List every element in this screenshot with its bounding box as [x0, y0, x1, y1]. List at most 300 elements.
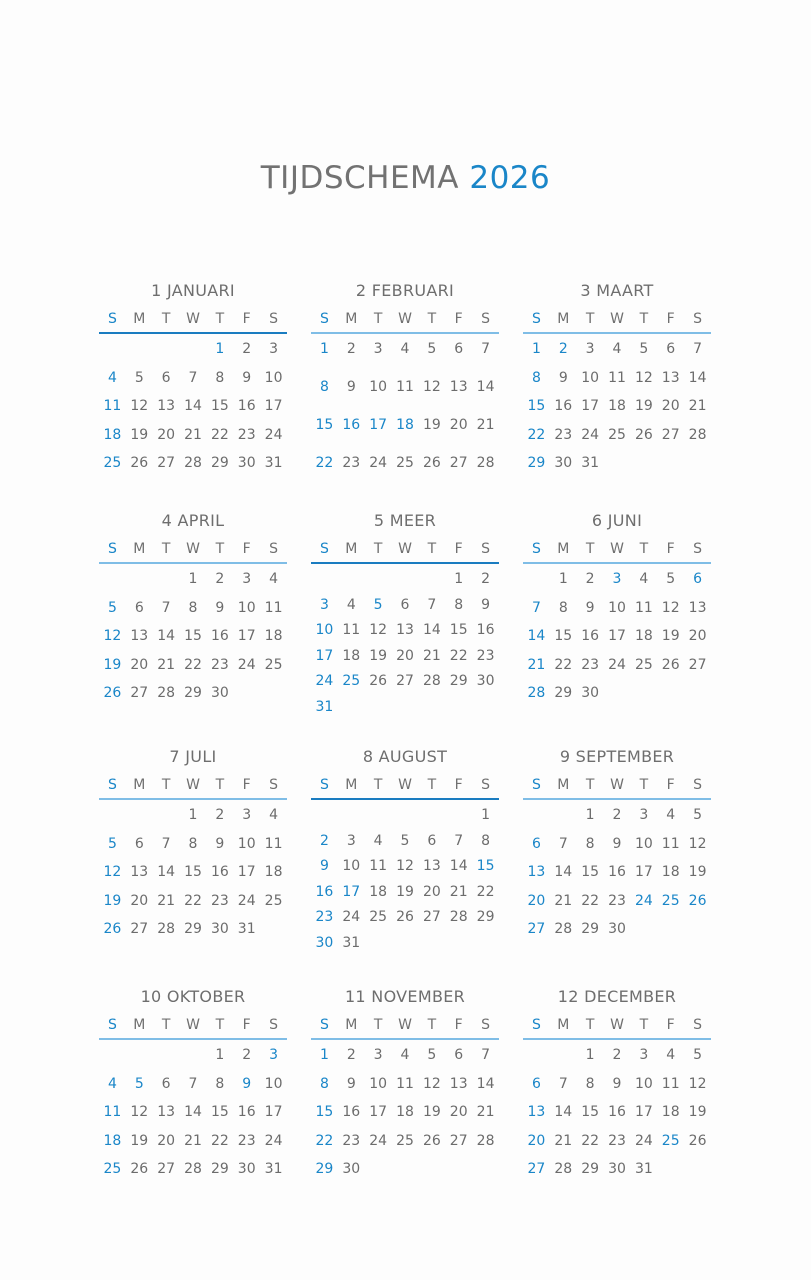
- day-cell: 2: [612, 1047, 622, 1063]
- day-cell: 6: [134, 599, 144, 616]
- weekday-label: S: [531, 777, 541, 793]
- weekday-header: [523, 1015, 711, 1035]
- week-row: [99, 599, 287, 617]
- day-cell: 8: [319, 1075, 329, 1092]
- empty-cell: [418, 934, 445, 952]
- day-cell: 17: [369, 1104, 388, 1120]
- day-cell: 29: [449, 673, 468, 690]
- day-cell: 10: [634, 1075, 653, 1092]
- week-row: [523, 599, 711, 617]
- weekday-label: F: [242, 311, 251, 327]
- month-block: [99, 986, 287, 1178]
- weekday-label: S: [693, 541, 703, 557]
- day-cell: 1: [319, 341, 329, 357]
- day-cell: 23: [342, 455, 361, 471]
- day-cell: 25: [608, 426, 626, 443]
- day-cell: 2: [558, 341, 568, 357]
- day-cell: 8: [215, 369, 225, 386]
- day-cell: 19: [369, 647, 388, 664]
- days-grid: [311, 340, 499, 472]
- day-cell: 23: [210, 656, 229, 673]
- day-cell: 3: [269, 1047, 279, 1063]
- day-cell: 18: [661, 864, 680, 880]
- day-cell: 3: [585, 341, 595, 357]
- day-cell: 21: [157, 656, 176, 673]
- weekday-label: W: [610, 777, 624, 793]
- day-cell: 24: [237, 656, 256, 673]
- day-cell: 30: [476, 673, 495, 690]
- weekday-label: T: [639, 541, 649, 557]
- day-cell: 20: [157, 426, 176, 443]
- day-cell: 20: [449, 1104, 468, 1120]
- weekday-label: S: [481, 777, 491, 793]
- week-row: [523, 1132, 711, 1150]
- day-cell: 9: [558, 369, 568, 386]
- day-cell: 25: [396, 1132, 414, 1149]
- day-cell: 17: [315, 647, 334, 664]
- day-cell: 3: [242, 807, 252, 823]
- day-cell: 7: [481, 341, 491, 357]
- empty-cell: [604, 454, 631, 472]
- week-row: [99, 340, 287, 358]
- day-cell: 4: [666, 807, 676, 823]
- weekday-label: S: [107, 1017, 117, 1033]
- day-cell: 16: [237, 398, 256, 414]
- day-cell: 13: [527, 1104, 546, 1120]
- day-cell: 10: [237, 835, 256, 852]
- empty-cell: [153, 1046, 180, 1064]
- day-cell: 5: [107, 599, 117, 616]
- day-cell: 29: [315, 1161, 334, 1177]
- day-cell: 11: [396, 379, 414, 395]
- weekday-label: T: [427, 541, 437, 557]
- day-cell: 28: [157, 685, 176, 701]
- day-cell: 21: [688, 398, 707, 414]
- header-divider: [311, 798, 499, 800]
- day-cell: 10: [237, 599, 256, 616]
- day-cell: 2: [215, 571, 225, 587]
- day-cell: 29: [527, 455, 546, 471]
- day-cell: 31: [264, 1161, 283, 1177]
- day-cell: 28: [476, 1132, 495, 1149]
- day-cell: 25: [369, 909, 388, 926]
- day-cell: 8: [481, 832, 491, 849]
- weekday-label: T: [585, 541, 595, 557]
- day-cell: 24: [369, 1132, 388, 1149]
- day-cell: 3: [373, 1047, 383, 1063]
- day-cell: 7: [693, 341, 703, 357]
- day-cell: 20: [527, 1132, 546, 1149]
- day-cell: 9: [215, 835, 225, 852]
- week-row: [99, 1160, 287, 1178]
- day-cell: 27: [527, 1161, 546, 1177]
- day-cell: 25: [264, 892, 283, 909]
- day-cell: 25: [264, 656, 283, 673]
- day-cell: 20: [130, 656, 149, 673]
- header-divider: [311, 562, 499, 564]
- week-row: [99, 397, 287, 415]
- week-row: [99, 454, 287, 472]
- week-row: [523, 369, 711, 387]
- day-cell: 25: [342, 673, 361, 690]
- day-cell: 28: [157, 921, 176, 937]
- days-grid: [99, 570, 287, 702]
- day-cell: 16: [581, 628, 600, 644]
- day-cell: 8: [585, 835, 595, 852]
- weekday-label: F: [666, 1017, 675, 1033]
- day-cell: 17: [342, 883, 361, 900]
- day-cell: 17: [634, 864, 653, 880]
- weekday-header: [311, 539, 499, 559]
- day-cell: 21: [184, 1132, 202, 1149]
- days-grid: [523, 570, 711, 702]
- weekday-label: M: [557, 1017, 570, 1033]
- day-cell: 1: [188, 807, 198, 823]
- day-cell: 28: [688, 426, 707, 443]
- weekday-label: S: [269, 777, 279, 793]
- week-row: [523, 1075, 711, 1093]
- day-cell: 4: [639, 571, 649, 587]
- empty-cell: [126, 1046, 153, 1064]
- month-block: [311, 510, 499, 716]
- day-cell: 18: [396, 1104, 414, 1120]
- weekday-label: W: [186, 1017, 200, 1033]
- weekday-label: T: [639, 1017, 649, 1033]
- empty-cell: [365, 570, 392, 588]
- day-cell: 2: [242, 341, 252, 357]
- day-cell: 1: [188, 571, 198, 587]
- day-cell: 2: [319, 832, 329, 849]
- weekday-label: M: [557, 541, 570, 557]
- day-cell: 9: [612, 835, 622, 852]
- weekday-header: [311, 1015, 499, 1035]
- day-cell: 2: [612, 807, 622, 823]
- day-cell: 20: [422, 883, 441, 900]
- day-cell: 6: [666, 341, 676, 357]
- empty-cell: [99, 1046, 126, 1064]
- day-cell: 18: [103, 426, 122, 443]
- day-cell: 24: [264, 1132, 283, 1149]
- month-title: 6 JUNI: [591, 511, 643, 530]
- empty-cell: [392, 1160, 419, 1178]
- day-cell: 31: [581, 455, 600, 471]
- day-cell: 8: [454, 596, 464, 613]
- week-row: [311, 596, 499, 614]
- weekday-label: W: [610, 311, 624, 327]
- week-row: [523, 835, 711, 853]
- weekday-label: S: [319, 777, 329, 793]
- days-grid: [99, 340, 287, 472]
- day-cell: 19: [130, 1132, 149, 1149]
- weekday-label: T: [161, 1017, 171, 1033]
- day-cell: 24: [634, 1132, 653, 1149]
- day-cell: 14: [184, 1104, 202, 1120]
- day-cell: 2: [346, 341, 356, 357]
- day-cell: 16: [210, 864, 229, 880]
- day-cell: 20: [157, 1132, 176, 1149]
- week-row: [523, 397, 711, 415]
- empty-cell: [99, 806, 126, 824]
- day-cell: 28: [554, 921, 573, 937]
- empty-cell: [684, 920, 711, 938]
- day-cell: 23: [608, 892, 626, 909]
- day-cell: 26: [103, 921, 122, 937]
- day-cell: 11: [396, 1075, 414, 1092]
- day-cell: 19: [688, 864, 707, 880]
- weekday-label: W: [398, 541, 412, 557]
- title-year: 2026: [469, 160, 551, 196]
- empty-cell: [445, 698, 472, 716]
- weekday-label: F: [242, 541, 251, 557]
- day-cell: 22: [527, 426, 546, 443]
- weekday-label: M: [133, 311, 146, 327]
- week-row: [99, 656, 287, 674]
- day-cell: 24: [342, 909, 361, 926]
- day-cell: 1: [558, 571, 568, 587]
- day-cell: 7: [558, 835, 568, 852]
- weekday-label: T: [215, 1017, 225, 1033]
- month-title: 3 MAART: [580, 281, 654, 300]
- empty-cell: [657, 1160, 684, 1178]
- day-cell: 27: [157, 455, 176, 471]
- day-cell: 11: [103, 398, 122, 414]
- day-cell: 12: [422, 1075, 441, 1092]
- empty-cell: [550, 806, 577, 824]
- day-cell: 11: [103, 1104, 122, 1120]
- weekday-label: S: [107, 541, 117, 557]
- day-cell: 18: [661, 1104, 680, 1120]
- day-cell: 23: [342, 1132, 361, 1149]
- day-cell: 16: [554, 398, 573, 414]
- day-cell: 5: [639, 341, 649, 357]
- empty-cell: [684, 454, 711, 472]
- empty-cell: [338, 806, 365, 824]
- day-cell: 14: [688, 369, 707, 386]
- day-cell: 7: [188, 1075, 198, 1092]
- day-cell: 26: [396, 909, 414, 926]
- day-cell: 7: [161, 599, 171, 616]
- weekday-label: S: [269, 541, 279, 557]
- weekday-label: F: [242, 777, 251, 793]
- day-cell: 23: [581, 656, 600, 673]
- day-cell: 9: [346, 379, 356, 395]
- day-cell: 10: [342, 858, 361, 875]
- weekday-label: T: [373, 1017, 383, 1033]
- month-title: 12 DECEMBER: [557, 987, 677, 1006]
- header-divider: [311, 1038, 499, 1040]
- days-grid: [523, 340, 711, 472]
- day-cell: 8: [215, 1075, 225, 1092]
- day-cell: 26: [634, 426, 653, 443]
- week-row: [523, 454, 711, 472]
- month-block: [311, 746, 499, 952]
- weekday-label: T: [373, 311, 383, 327]
- empty-cell: [684, 684, 711, 702]
- empty-cell: [392, 934, 419, 952]
- weekday-label: F: [454, 311, 463, 327]
- day-cell: 15: [449, 622, 468, 639]
- week-row: [523, 806, 711, 824]
- day-cell: 22: [315, 455, 334, 471]
- day-cell: 31: [264, 455, 283, 471]
- day-cell: 27: [396, 673, 414, 690]
- day-cell: 15: [581, 1104, 600, 1120]
- day-cell: 22: [449, 647, 468, 664]
- day-cell: 21: [184, 426, 202, 443]
- day-cell: 15: [210, 1104, 229, 1120]
- page-title: [0, 160, 811, 196]
- day-cell: 16: [237, 1104, 256, 1120]
- week-row: [311, 934, 499, 952]
- day-cell: 7: [161, 835, 171, 852]
- day-cell: 15: [184, 864, 202, 880]
- empty-cell: [99, 340, 126, 358]
- weekday-label: S: [481, 1017, 491, 1033]
- day-cell: 24: [369, 455, 388, 471]
- week-row: [311, 883, 499, 901]
- header-divider: [523, 332, 711, 334]
- day-cell: 28: [554, 1161, 573, 1177]
- day-cell: 16: [342, 417, 361, 433]
- header-divider: [523, 1038, 711, 1040]
- empty-cell: [418, 570, 445, 588]
- week-row: [99, 426, 287, 444]
- day-cell: 19: [130, 426, 149, 443]
- day-cell: 11: [342, 622, 361, 639]
- weekday-label: T: [373, 777, 383, 793]
- header-divider: [99, 332, 287, 334]
- day-cell: 3: [639, 1047, 649, 1063]
- day-cell: 17: [264, 1104, 283, 1120]
- week-row: [311, 857, 499, 875]
- days-grid: [311, 1046, 499, 1178]
- day-cell: 29: [554, 685, 573, 701]
- day-cell: 12: [396, 858, 414, 875]
- month-block: [523, 986, 711, 1178]
- day-cell: 30: [237, 455, 256, 471]
- day-cell: 6: [531, 835, 541, 852]
- day-cell: 21: [554, 892, 573, 909]
- day-cell: 4: [373, 832, 383, 849]
- weekday-label: M: [133, 777, 146, 793]
- day-cell: 20: [396, 647, 414, 664]
- day-cell: 30: [581, 685, 600, 701]
- day-cell: 13: [130, 864, 149, 880]
- day-cell: 19: [422, 1104, 441, 1120]
- day-cell: 22: [184, 892, 202, 909]
- weekday-label: T: [585, 777, 595, 793]
- month-title: 11 NOVEMBER: [344, 987, 466, 1006]
- day-cell: 3: [639, 807, 649, 823]
- week-row: [311, 832, 499, 850]
- day-cell: 11: [634, 599, 653, 616]
- empty-cell: [311, 570, 338, 588]
- day-cell: 19: [422, 417, 441, 433]
- day-cell: 12: [634, 369, 653, 386]
- header-divider: [99, 1038, 287, 1040]
- weekday-header: [311, 775, 499, 795]
- month-title: 4 APRIL: [161, 511, 225, 530]
- day-cell: 30: [210, 685, 229, 701]
- week-row: [523, 684, 711, 702]
- week-row: [311, 340, 499, 358]
- day-cell: 6: [693, 571, 703, 587]
- day-cell: 31: [237, 921, 256, 937]
- day-cell: 9: [612, 1075, 622, 1092]
- month-block: [311, 986, 499, 1178]
- week-row: [523, 570, 711, 588]
- empty-cell: [233, 684, 260, 702]
- empty-cell: [392, 570, 419, 588]
- day-cell: 5: [666, 571, 676, 587]
- day-cell: 16: [608, 864, 626, 880]
- day-cell: 10: [264, 1075, 283, 1092]
- empty-cell: [604, 684, 631, 702]
- day-cell: 19: [661, 628, 680, 644]
- day-cell: 26: [661, 656, 680, 673]
- day-cell: 21: [157, 892, 176, 909]
- day-cell: 9: [585, 599, 595, 616]
- day-cell: 29: [210, 455, 229, 471]
- empty-cell: [365, 698, 392, 716]
- day-cell: 11: [661, 835, 680, 852]
- day-cell: 17: [369, 417, 388, 433]
- day-cell: 12: [422, 379, 441, 395]
- day-cell: 3: [373, 341, 383, 357]
- weekday-label: T: [427, 777, 437, 793]
- weekday-label: M: [345, 1017, 358, 1033]
- week-row: [99, 1075, 287, 1093]
- weekday-label: M: [133, 541, 146, 557]
- week-row: [523, 656, 711, 674]
- day-cell: 7: [427, 596, 437, 613]
- day-cell: 27: [449, 1132, 468, 1149]
- week-row: [311, 1103, 499, 1121]
- day-cell: 23: [237, 426, 256, 443]
- week-row: [311, 698, 499, 716]
- day-cell: 8: [319, 379, 329, 395]
- day-cell: 27: [157, 1161, 176, 1177]
- day-cell: 14: [476, 379, 495, 395]
- day-cell: 23: [315, 909, 334, 926]
- day-cell: 17: [237, 864, 256, 880]
- day-cell: 10: [369, 379, 388, 395]
- empty-cell: [523, 1046, 550, 1064]
- day-cell: 18: [103, 1132, 122, 1149]
- month-title: 9 SEPTEMBER: [559, 747, 675, 766]
- month-block: [99, 510, 287, 702]
- empty-cell: [684, 1160, 711, 1178]
- day-cell: 6: [161, 1075, 171, 1092]
- day-cell: 4: [269, 807, 279, 823]
- day-cell: 13: [688, 599, 707, 616]
- empty-cell: [445, 806, 472, 824]
- day-cell: 26: [130, 455, 149, 471]
- day-cell: 7: [188, 369, 198, 386]
- weekday-label: S: [269, 311, 279, 327]
- day-cell: 25: [661, 892, 680, 909]
- day-cell: 28: [449, 909, 468, 926]
- day-cell: 10: [634, 835, 653, 852]
- day-cell: 5: [427, 341, 437, 357]
- day-cell: 25: [634, 656, 653, 673]
- month-title: 10 OKTOBER: [140, 987, 246, 1006]
- day-cell: 5: [427, 1047, 437, 1063]
- day-cell: 14: [527, 628, 546, 644]
- empty-cell: [445, 934, 472, 952]
- empty-cell: [630, 920, 657, 938]
- day-cell: 1: [585, 1047, 595, 1063]
